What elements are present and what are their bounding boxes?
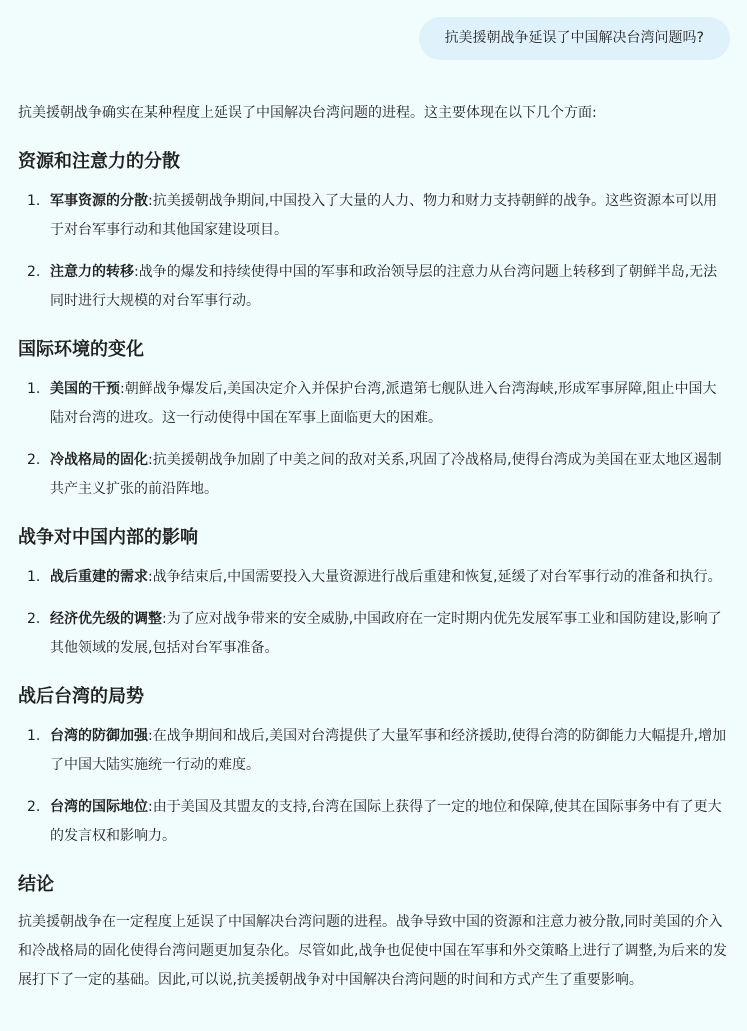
- section-title-resources: 资源和注意力的分散: [18, 151, 180, 172]
- item-text: :为了应对战争带来的安全威胁,中国政府在一定时期内优先发展军事工业和国防建设,影响了其他领域的发展,包括对台军事准备。: [50, 611, 722, 656]
- item-text: :在战争期间和战后,美国对台湾提供了大量军事和经济援助,使得台湾的防御能力大幅提升,增加了中国大陆实施统一行动的难度。: [50, 728, 727, 773]
- list-item: [18, 187, 730, 245]
- item-number: 2.: [27, 452, 41, 468]
- list-item: [18, 563, 730, 592]
- list-item: [18, 793, 730, 851]
- item-number: 1.: [27, 193, 41, 209]
- answer-intro: 抗美援朝战争确实在某种程度上延误了中国解决台湾问题的进程。这主要体现在以下几个方面:: [18, 105, 597, 121]
- list-item: [18, 722, 730, 780]
- section-title-taiwan: 战后台湾的局势: [18, 686, 144, 707]
- list-item: [18, 446, 730, 504]
- item-text: :战争的爆发和持续使得中国的军事和政治领导层的注意力从台湾问题上转移到了朝鲜半岛,无法同时进行大规模的对台军事行动。: [50, 264, 718, 309]
- item-text: :抗美援朝战争加剧了中美之间的敌对关系,巩固了冷战格局,使得台湾成为美国在亚太地区遏制共产主义扩张的前沿阵地。: [50, 452, 722, 497]
- section-title-domestic: 战争对中国内部的影响: [18, 527, 198, 548]
- item-title: 美国的干预: [50, 381, 120, 397]
- item-text: :抗美援朝战争期间,中国投入了大量的人力、物力和财力支持朝鲜的战争。这些资源本可以用于对台军事行动和其他国家建设项目。: [50, 193, 718, 238]
- item-title: 军事资源的分散: [50, 193, 148, 209]
- section-title-conclusion: 结论: [18, 874, 54, 895]
- item-number: 1.: [27, 381, 41, 397]
- section-title-international: 国际环境的变化: [18, 339, 144, 360]
- item-number: 1.: [27, 569, 41, 585]
- item-number: 2.: [27, 611, 41, 627]
- section-list-international: [18, 375, 730, 504]
- list-item: [18, 605, 730, 663]
- item-number: 2.: [27, 799, 41, 815]
- section-list-taiwan: [18, 722, 730, 851]
- item-text: :战争结束后,中国需要投入大量资源进行战后重建和恢复,延缓了对台军事行动的准备和执行。: [148, 569, 722, 585]
- item-title: 注意力的转移: [50, 264, 134, 280]
- user-message-text: 抗美援朝战争延误了中国解决台湾问题吗?: [444, 30, 704, 46]
- section-list-resources: [18, 187, 730, 316]
- conclusion-text: 抗美援朝战争在一定程度上延误了中国解决台湾问题的进程。战争导致中国的资源和注意力被分散,同时美国的介入和冷战格局的固化使得台湾问题更加复杂化。尽管如此,战争也促使中国在军事和外交策略上进行了调整,为后来的发展打下了一定的基础。因此,可以说,抗美援朝战争对中国解决台湾问题的时间和方式产生了重要影响。: [18, 914, 727, 988]
- item-number: 1.: [27, 728, 41, 744]
- section-list-domestic: [18, 563, 730, 663]
- item-number: 2.: [27, 264, 41, 280]
- user-message-bubble: [419, 17, 730, 60]
- item-title: 战后重建的需求: [50, 569, 148, 585]
- assistant-answer: [18, 98, 730, 995]
- item-title: 经济优先级的调整: [50, 611, 162, 627]
- item-text: :由于美国及其盟友的支持,台湾在国际上获得了一定的地位和保障,使其在国际事务中有了更大的发言权和影响力。: [50, 799, 722, 844]
- item-title: 台湾的防御加强: [50, 728, 148, 744]
- list-item: [18, 375, 730, 433]
- list-item: [18, 258, 730, 316]
- item-title: 台湾的国际地位: [50, 799, 148, 815]
- item-title: 冷战格局的固化: [50, 452, 148, 468]
- item-text: :朝鲜战争爆发后,美国决定介入并保护台湾,派遣第七舰队进入台湾海峡,形成军事屏障,阻止中国大陆对台湾的进攻。这一行动使得中国在军事上面临更大的困难。: [50, 381, 717, 426]
